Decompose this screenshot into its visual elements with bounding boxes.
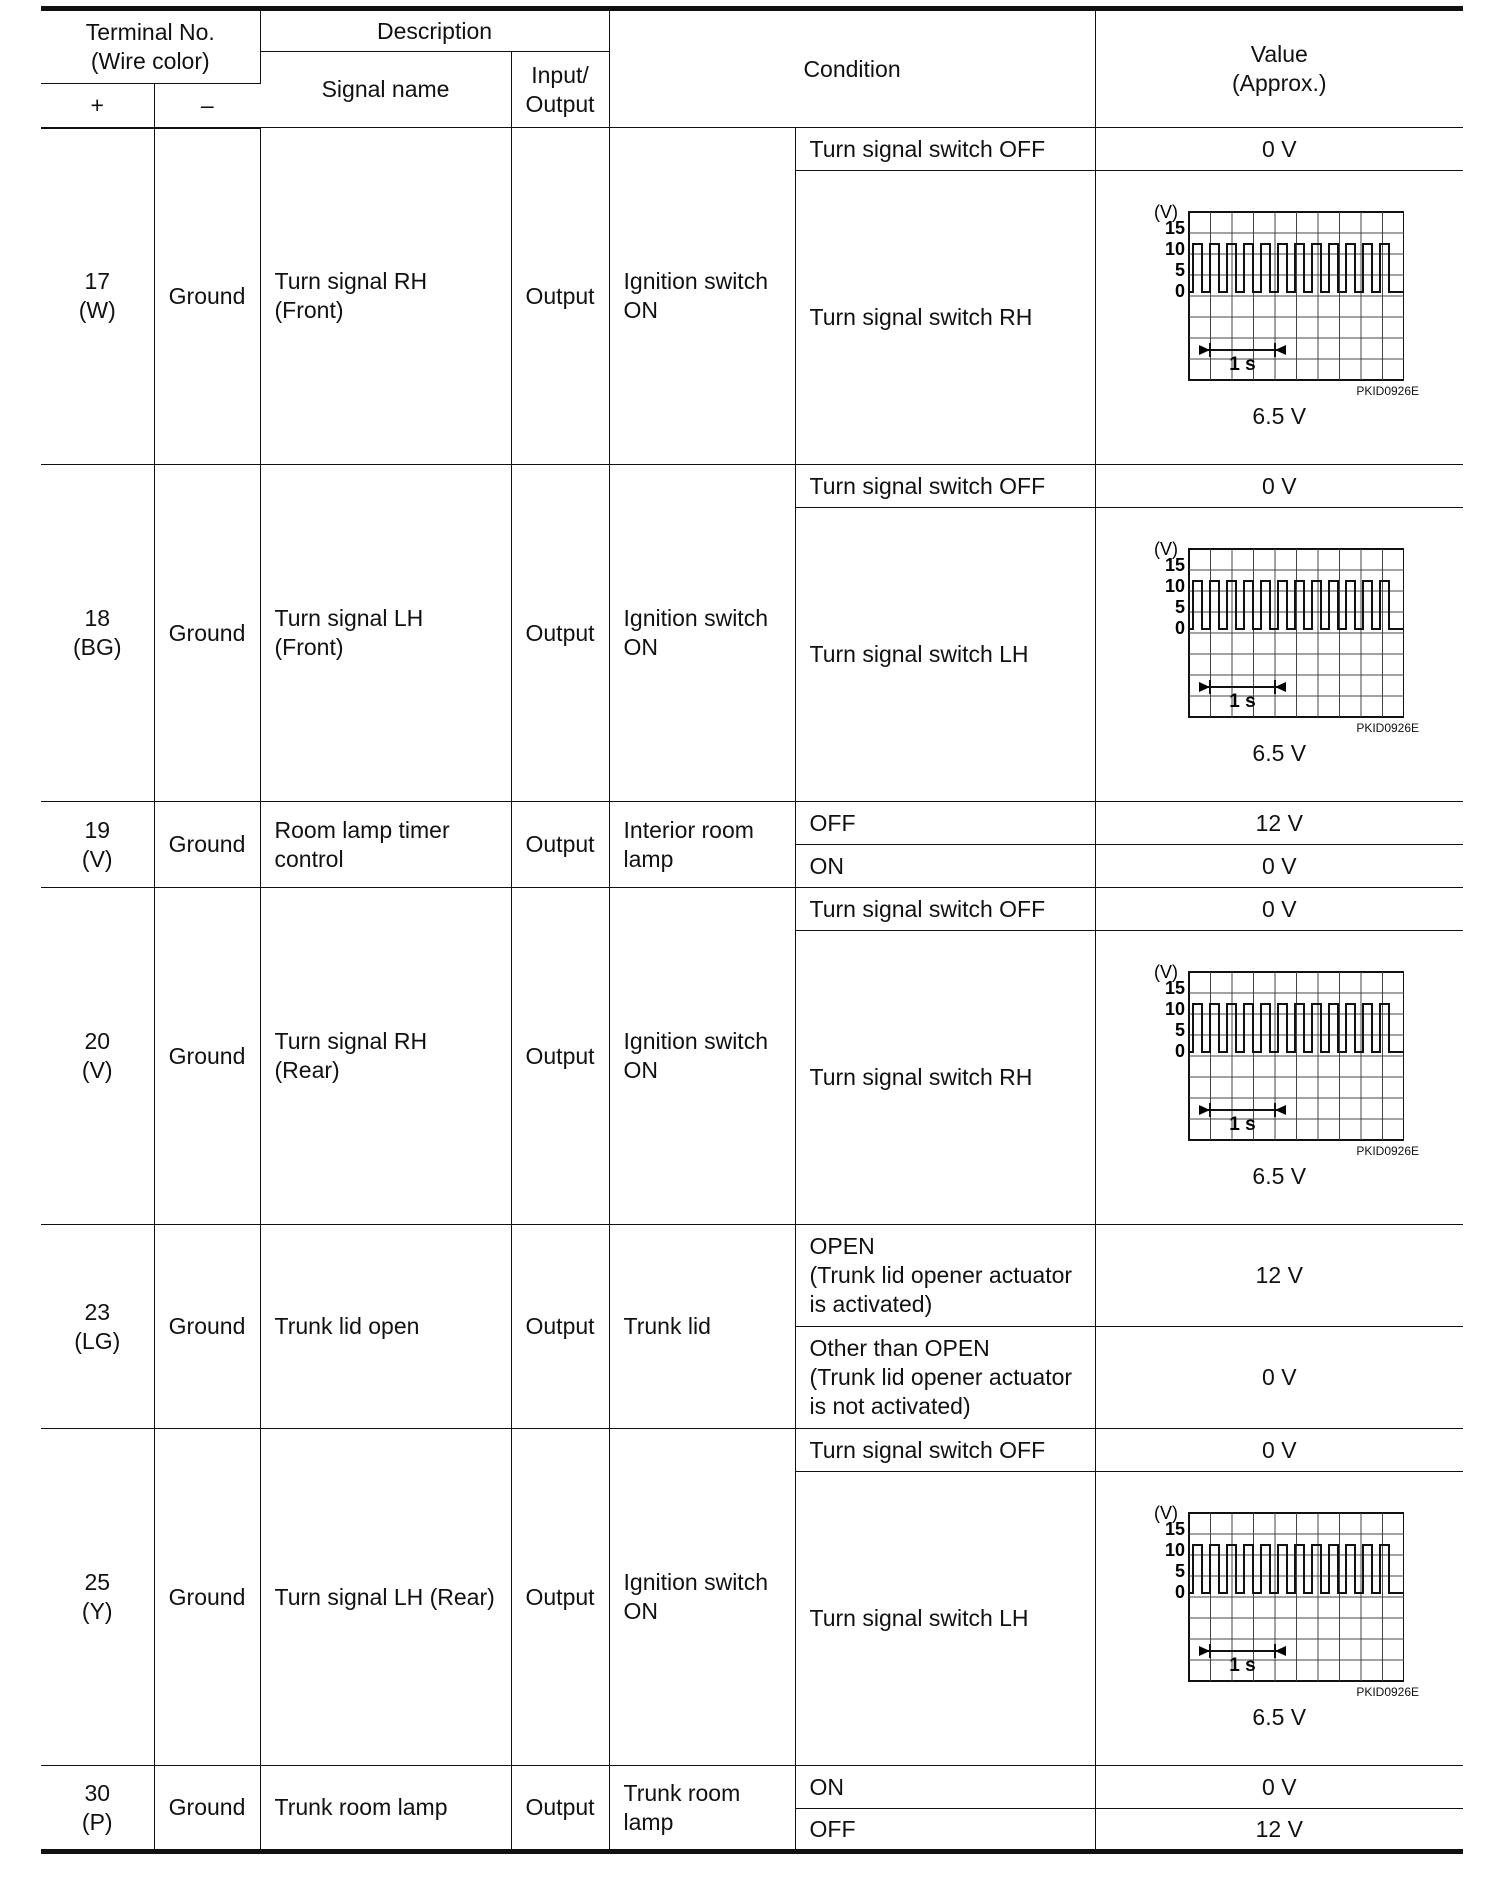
condition-sub-cell: OPEN (Trunk lid opener actuator is activated)	[795, 1225, 1095, 1327]
condition-sub-cell: Turn signal switch OFF	[795, 1429, 1095, 1472]
signal-name-cell: Turn signal RH (Rear)	[260, 888, 511, 1225]
condition-sub-cell: ON	[795, 845, 1095, 888]
signal-name-cell: Turn signal RH (Front)	[260, 128, 511, 465]
waveform-time-label: 1 s	[1229, 1655, 1256, 1676]
terminal-minus-cell: Ground	[154, 888, 260, 1225]
terminal-plus-cell: 19 (V)	[41, 802, 154, 888]
condition-sub-cell: Turn signal switch RH	[795, 931, 1095, 1225]
waveform-tick-label: 15	[1165, 1519, 1186, 1539]
io-cell: Output	[511, 802, 609, 888]
io-header: Input/ Output	[511, 52, 609, 128]
condition-sub-cell: Turn signal switch OFF	[795, 465, 1095, 508]
waveform-tick-label: 0	[1175, 1041, 1186, 1061]
terminal-plus-cell: 20 (V)	[41, 888, 154, 1225]
waveform-tick-label: 5	[1175, 1020, 1186, 1040]
waveform-time-label: 1 s	[1229, 354, 1256, 375]
condition-sub-cell: Other than OPEN (Trunk lid opener actuator is not activated)	[795, 1327, 1095, 1429]
plus-header: +	[41, 84, 154, 128]
condition-main-cell: Ignition switch ON	[609, 465, 795, 802]
condition-sub-cell: Turn signal switch RH	[795, 171, 1095, 465]
condition-header: Condition	[609, 9, 1095, 128]
table-row	[41, 888, 1463, 931]
condition-main-cell: Ignition switch ON	[609, 128, 795, 465]
io-cell: Output	[511, 128, 609, 465]
waveform-unit-label: (V)	[1154, 202, 1179, 222]
value-cell: 0 V	[1095, 1766, 1463, 1809]
table-row	[41, 128, 1463, 171]
signal-name-cell: Turn signal LH (Rear)	[260, 1429, 511, 1766]
figure-code: PKID0926E	[1356, 721, 1420, 735]
waveform-diagram	[1154, 539, 1404, 719]
value-cell: 12 V	[1095, 1809, 1463, 1852]
signal-name-cell: Trunk room lamp	[260, 1766, 511, 1852]
condition-main-cell: Trunk lid	[609, 1225, 795, 1429]
waveform-tick-label: 15	[1165, 218, 1186, 238]
waveform-value: 6.5 V	[1252, 740, 1307, 766]
value-cell: 0 V	[1095, 465, 1463, 508]
waveform-tick-label: 10	[1165, 239, 1186, 259]
signal-name-cell: Turn signal LH (Front)	[260, 465, 511, 802]
condition-sub-cell: Turn signal switch LH	[795, 1472, 1095, 1766]
signal-name-cell: Room lamp timer control	[260, 802, 511, 888]
value-cell: 0 V	[1095, 1327, 1463, 1429]
value-waveform-cell	[1095, 1472, 1463, 1766]
terminal-minus-cell: Ground	[154, 1429, 260, 1766]
condition-sub-cell: OFF	[795, 802, 1095, 845]
table-row	[41, 802, 1463, 845]
value-waveform-cell	[1095, 508, 1463, 802]
value-cell: 0 V	[1095, 888, 1463, 931]
io-cell: Output	[511, 1766, 609, 1852]
waveform-unit-label: (V)	[1154, 962, 1179, 982]
condition-main-cell: Interior room lamp	[609, 802, 795, 888]
terminal-plus-cell: 30 (P)	[41, 1766, 154, 1852]
signal-name-header: Signal name	[260, 52, 511, 128]
waveform-tick-label: 5	[1175, 597, 1186, 617]
table-row	[41, 465, 1463, 508]
terminal-minus-cell: Ground	[154, 802, 260, 888]
value-cell: 0 V	[1095, 845, 1463, 888]
value-cell: 0 V	[1095, 1429, 1463, 1472]
waveform-value: 6.5 V	[1252, 1163, 1307, 1189]
waveform-time-label: 1 s	[1229, 691, 1256, 712]
value-cell: 0 V	[1095, 128, 1463, 171]
terminal-minus-cell: Ground	[154, 1225, 260, 1429]
waveform-tick-label: 15	[1165, 978, 1186, 998]
waveform-unit-label: (V)	[1154, 1503, 1179, 1523]
value-header: Value (Approx.)	[1095, 9, 1463, 128]
condition-sub-cell: Turn signal switch OFF	[795, 128, 1095, 171]
waveform-tick-label: 15	[1165, 555, 1186, 575]
waveform-unit-label: (V)	[1154, 539, 1179, 559]
terminal-plus-cell: 18 (BG)	[41, 465, 154, 802]
waveform-diagram	[1154, 202, 1404, 382]
waveform-diagram	[1154, 962, 1404, 1142]
minus-header: –	[154, 84, 260, 128]
table-row	[41, 1766, 1463, 1809]
terminal-table	[41, 6, 1463, 1854]
waveform-tick-label: 10	[1165, 576, 1186, 596]
condition-main-cell: Trunk room lamp	[609, 1766, 795, 1852]
condition-sub-cell: Turn signal switch LH	[795, 508, 1095, 802]
waveform-tick-label: 5	[1175, 1561, 1186, 1581]
value-cell: 12 V	[1095, 802, 1463, 845]
waveform-diagram	[1154, 1503, 1404, 1683]
figure-code: PKID0926E	[1356, 1685, 1420, 1699]
io-cell: Output	[511, 888, 609, 1225]
waveform-tick-label: 10	[1165, 1540, 1186, 1560]
waveform-tick-label: 5	[1175, 260, 1186, 280]
condition-main-cell: Ignition switch ON	[609, 888, 795, 1225]
waveform-time-label: 1 s	[1229, 1114, 1256, 1135]
condition-sub-cell: ON	[795, 1766, 1095, 1809]
condition-main-cell: Ignition switch ON	[609, 1429, 795, 1766]
waveform-value: 6.5 V	[1252, 1704, 1307, 1730]
terminal-plus-cell: 23 (LG)	[41, 1225, 154, 1429]
waveform-value: 6.5 V	[1252, 403, 1307, 429]
condition-sub-cell: OFF	[795, 1809, 1095, 1852]
description-header: Description	[260, 9, 609, 52]
signal-name-cell: Trunk lid open	[260, 1225, 511, 1429]
io-cell: Output	[511, 1225, 609, 1429]
value-cell: 12 V	[1095, 1225, 1463, 1327]
waveform-tick-label: 10	[1165, 999, 1186, 1019]
value-waveform-cell	[1095, 931, 1463, 1225]
io-cell: Output	[511, 465, 609, 802]
table-row	[41, 1225, 1463, 1327]
waveform-tick-label: 0	[1175, 618, 1186, 638]
table-row	[41, 1429, 1463, 1472]
waveform-tick-label: 0	[1175, 1582, 1186, 1602]
value-waveform-cell	[1095, 171, 1463, 465]
terminal-minus-cell: Ground	[154, 465, 260, 802]
terminal-header: Terminal No. (Wire color)	[41, 9, 260, 84]
terminal-plus-cell: 17 (W)	[41, 128, 154, 465]
terminal-minus-cell: Ground	[154, 128, 260, 465]
waveform-tick-label: 0	[1175, 281, 1186, 301]
figure-code: PKID0926E	[1356, 1144, 1420, 1158]
figure-code: PKID0926E	[1356, 384, 1420, 398]
terminal-plus-cell: 25 (Y)	[41, 1429, 154, 1766]
condition-sub-cell: Turn signal switch OFF	[795, 888, 1095, 931]
io-cell: Output	[511, 1429, 609, 1766]
terminal-minus-cell: Ground	[154, 1766, 260, 1852]
